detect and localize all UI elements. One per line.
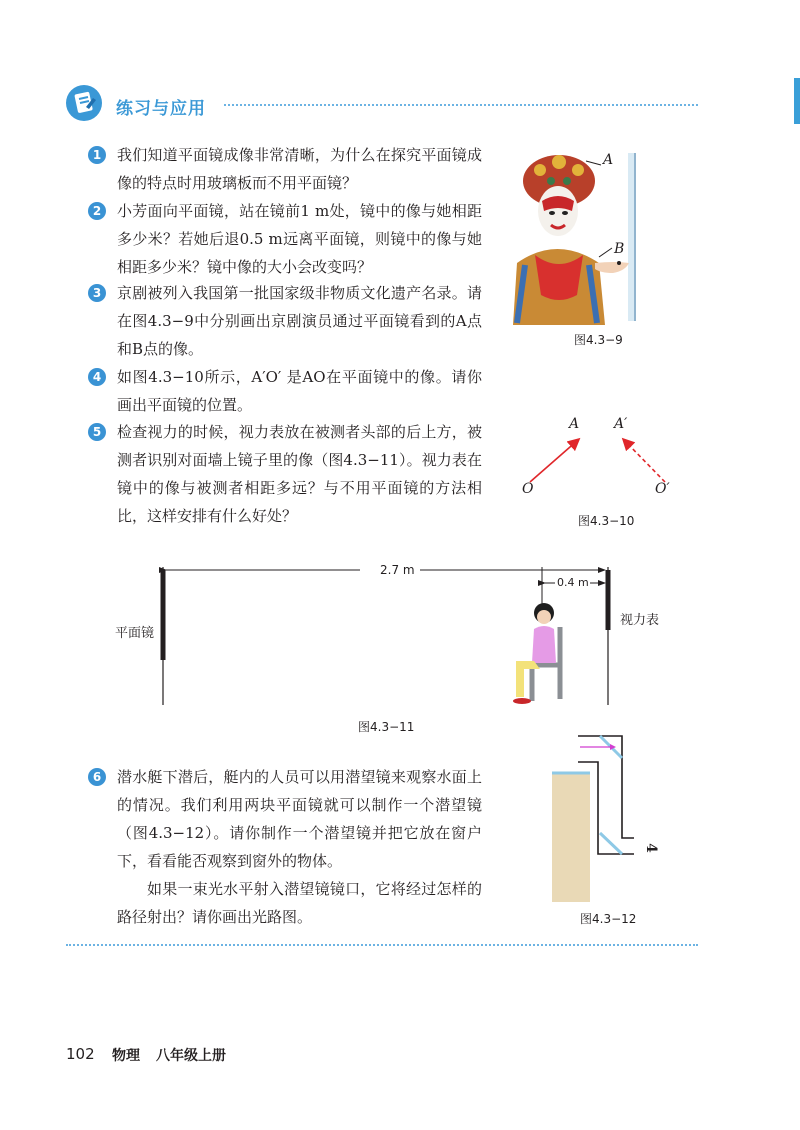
figure-4-3-12 — [548, 728, 668, 908]
question-text: 京剧被列入我国第一批国家级非物质文化遗产名录。请在图4.3−9中分别画出京剧演员通过平面镜看到的A点和B点的像。 — [117, 284, 482, 358]
exercise-icon — [66, 85, 102, 121]
question-number: 5 — [88, 423, 106, 441]
label-a-prime: A′ — [614, 416, 628, 432]
label-o: O — [522, 481, 534, 497]
grade-name: 八年级上册 — [156, 1048, 226, 1064]
header-divider — [224, 104, 698, 106]
subject-name: 物理 — [112, 1048, 140, 1064]
dimension-small: 0.4 m — [557, 576, 589, 589]
side-tab — [794, 78, 800, 124]
question-text: 潜水艇下潜后，艇内的人员可以用潜望镜来观察水面上的情况。我们利用两块平面镜就可以制作一个潜望镜（图4.3−12）。请你制作一个潜望镜并把它放在窗户下，看看能否观察到窗外的物体。 — [117, 768, 482, 870]
question-text: 我们知道平面镜成像非常清晰，为什么在探究平面镜成像的特点时用玻璃板而不用平面镜？ — [117, 146, 482, 192]
question-number: 3 — [88, 284, 106, 302]
question-1 — [90, 141, 482, 197]
question-text: 如果一束光水平射入潜望镜镜口，它将经过怎样的路径射出？请你画出光路图。 — [117, 880, 482, 926]
question-number: 4 — [88, 368, 106, 386]
question-4 — [90, 363, 482, 419]
dimension-total: 2.7 m — [380, 563, 415, 577]
figure-4-3-9 — [495, 145, 645, 325]
label-a: A — [603, 152, 614, 168]
figure-caption: 图4.3−9 — [574, 333, 623, 347]
question-text: 检查视力的时候，视力表放在被测者头部的后上方，被测者识别对面墙上镜子里的像（图4.3−11）。视力表在镜中的像与被测者相距多远？与不用平面镜的方法相比，这样安排有什么好处？ — [117, 423, 482, 525]
section-title: 练习与应用 — [116, 99, 206, 119]
question-text: 小芳面向平面镜，站在镜前1 m处，镜中的像与她相距多少米？若她后退0.5 m远离平面镜，则镜中的像与她相距多少米？镜中像的大小会改变吗？ — [117, 202, 482, 276]
eye-symbol: 4 — [642, 843, 659, 853]
figure-caption: 图4.3−12 — [580, 912, 637, 926]
question-number: 2 — [88, 202, 106, 220]
question-text: 如图4.3−10所示，A′O′ 是AO在平面镜中的像。请你画出平面镜的位置。 — [117, 368, 482, 414]
label-b: B — [614, 241, 625, 257]
label-a: A — [569, 416, 580, 432]
page-number: 102 — [66, 1045, 95, 1063]
question-number: 1 — [88, 146, 106, 164]
chart-label: 视力表 — [620, 613, 660, 628]
question-5 — [90, 418, 482, 530]
figure-caption: 图4.3−11 — [358, 720, 415, 734]
figure-caption: 图4.3−10 — [578, 514, 635, 528]
question-number: 6 — [88, 768, 106, 786]
question-6 — [90, 763, 482, 931]
question-2 — [90, 197, 482, 281]
label-o-prime: O′ — [655, 481, 670, 497]
mirror-label: 平面镜 — [115, 626, 155, 641]
bottom-divider — [66, 944, 698, 946]
question-3 — [90, 279, 482, 363]
